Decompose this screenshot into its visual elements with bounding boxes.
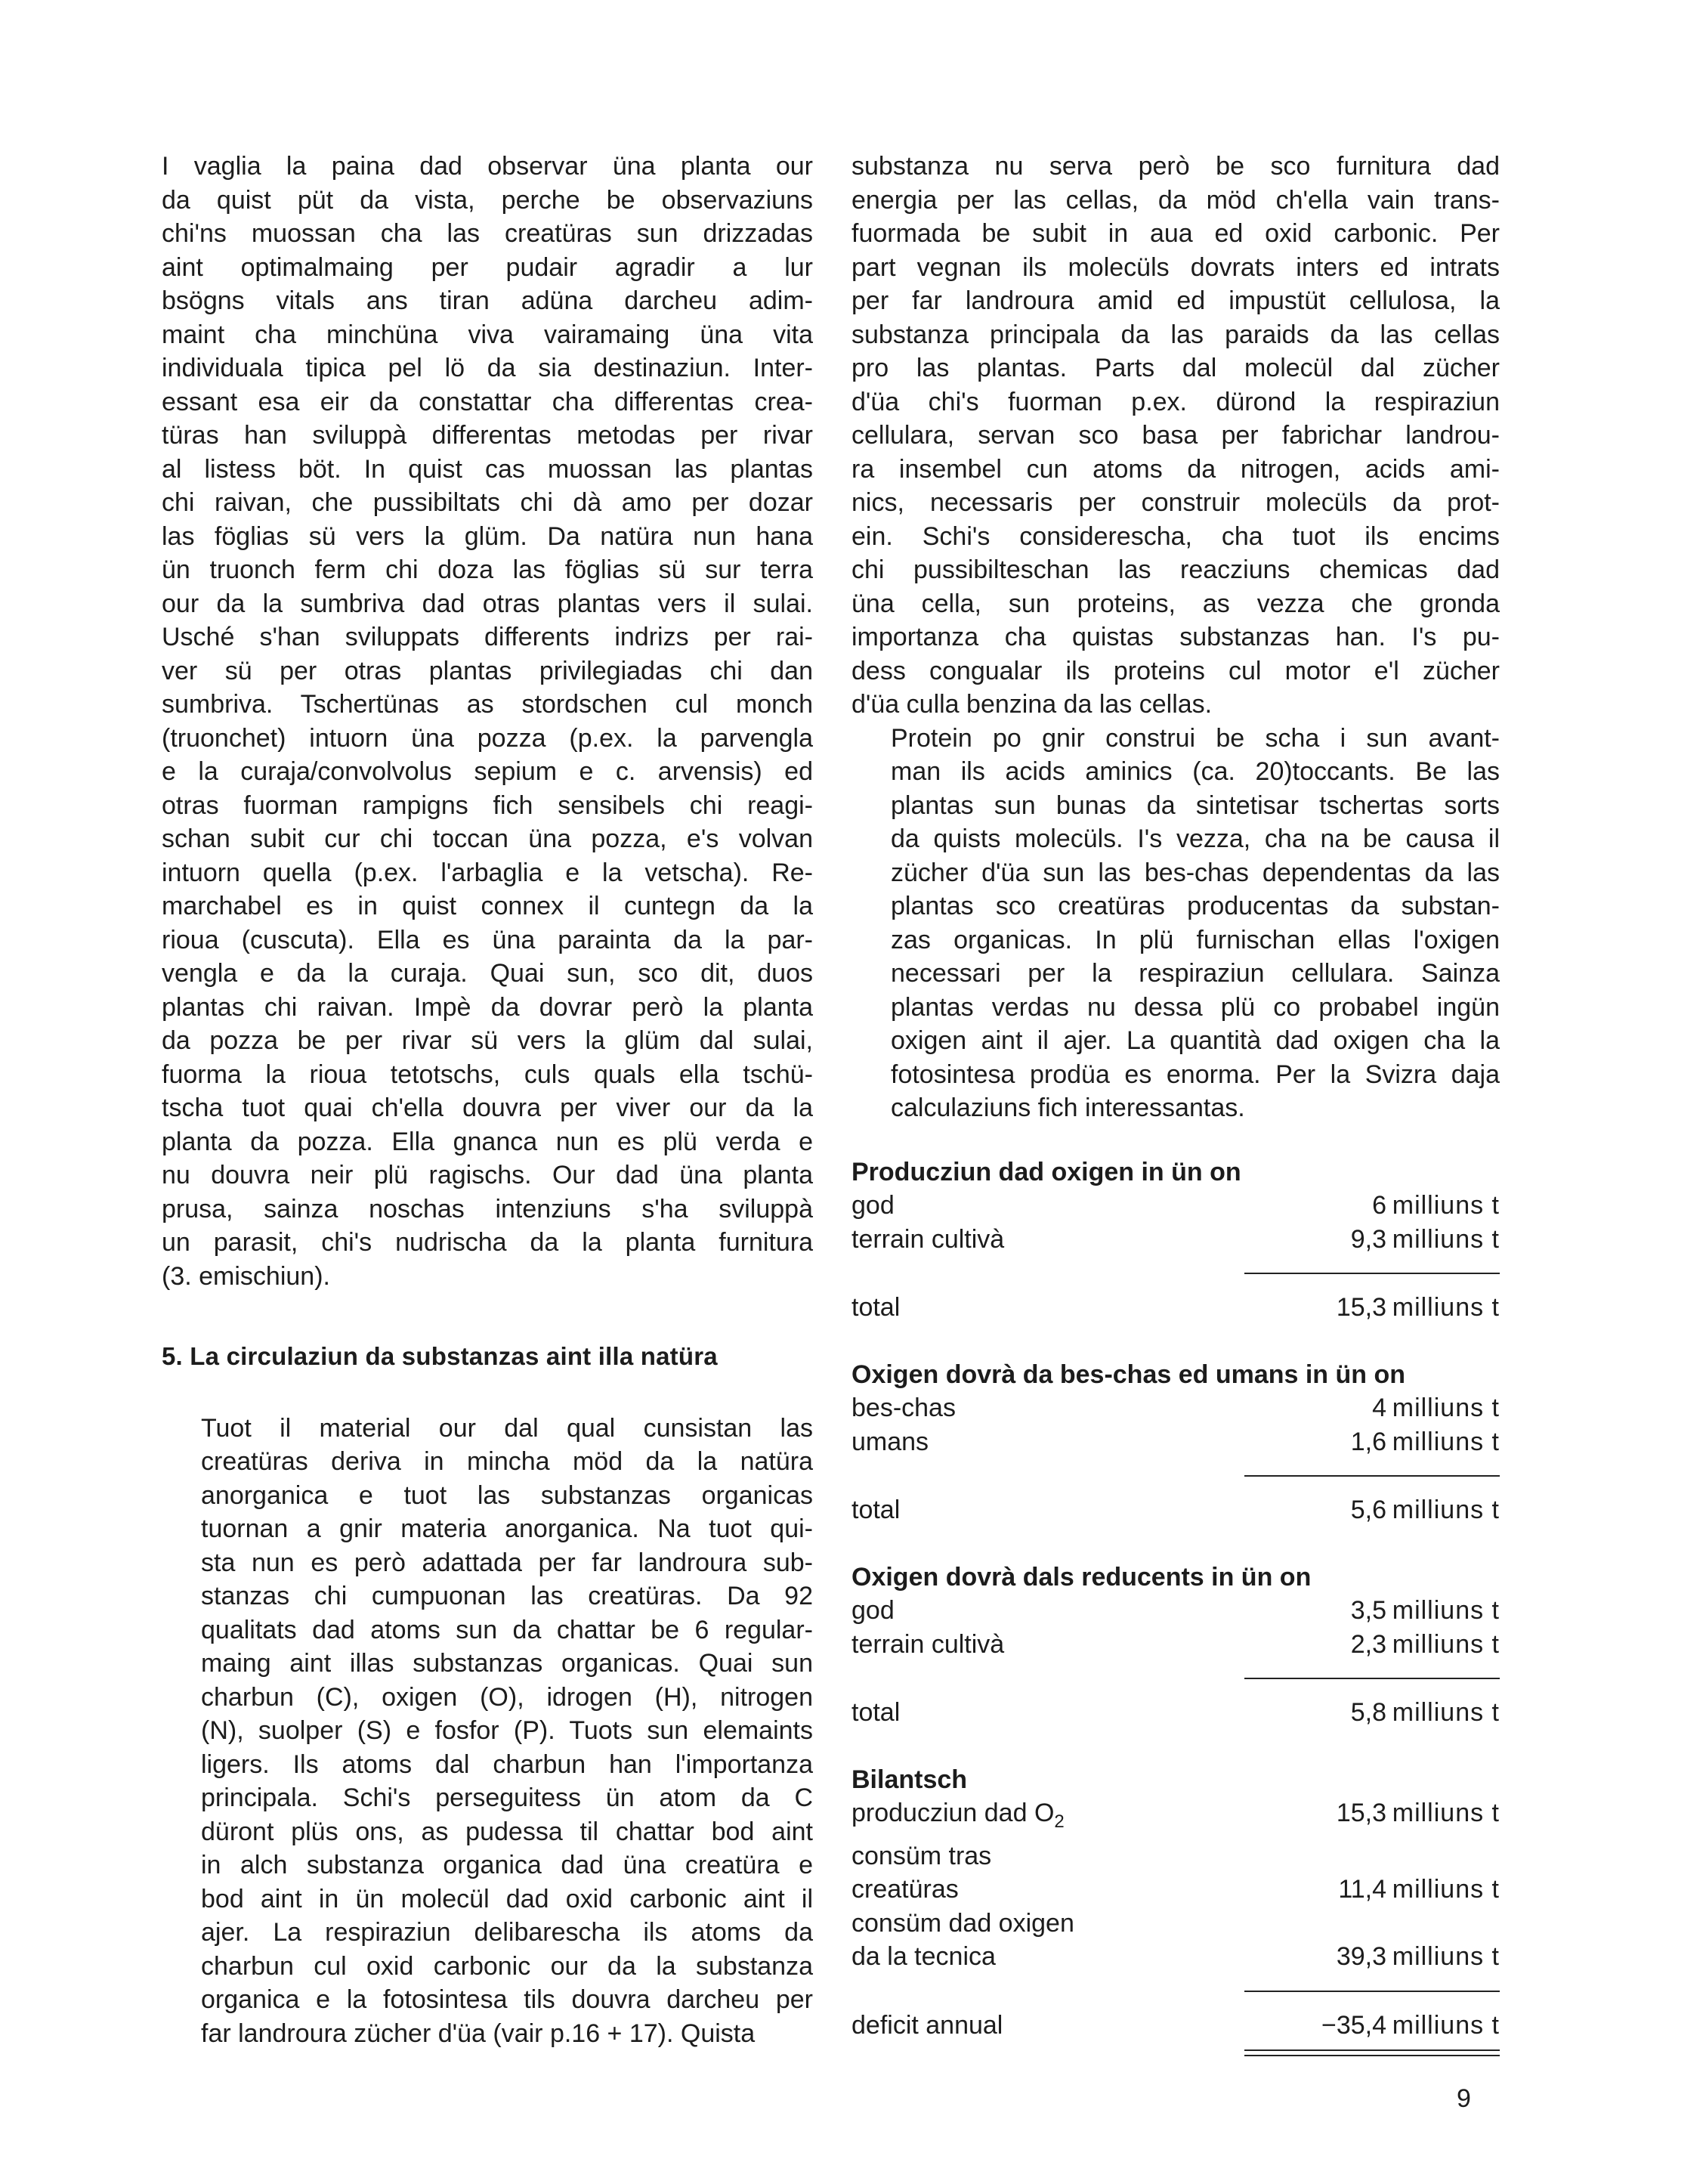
text-line: un parasit, chi's nudrischa da la planta furnitura <box>162 1228 813 1257</box>
table-row <box>851 1796 1500 1839</box>
text-line: in alch substanza organica dad üna creatüra e <box>201 1851 813 1879</box>
text-line: ligers. Ils atoms dal charbun han l'importanza <box>201 1749 813 1779</box>
text-line: chi pussibilteschan las reacziuns chemicas dad <box>851 555 1500 584</box>
row-label: consüm tras <box>851 1841 992 1870</box>
text-line: qualitats dad atoms sun da chattar be 6 regular- <box>201 1615 813 1644</box>
text-line: da quists molecüls. I's vezza, cha na be causa il <box>891 824 1500 853</box>
table-row <box>851 1628 1500 1662</box>
row-label: consüm dad oxigen <box>851 1908 1074 1938</box>
text-line: maint cha minchüna viva vairamaing üna vita <box>162 320 813 349</box>
text-line: charbun (C), oxigen (O), idrogen (H), nitrogen <box>201 1682 813 1712</box>
total-label: total <box>851 1496 901 1524</box>
text-line: ver sü per otras plantas privilegiadas chi dan <box>162 656 813 685</box>
row-label: umans <box>851 1427 929 1456</box>
row-unit: milliuns t <box>1392 1191 1500 1220</box>
text-line: üna cella, sun proteins, as vezza che gronda <box>851 589 1500 618</box>
row-value: 2,3 <box>1350 1629 1386 1659</box>
row-unit: milliuns t <box>1392 1427 1500 1456</box>
text-line: principala. Schi's perseguitess ün atom da C <box>201 1783 813 1812</box>
sum-rule <box>1244 1273 1500 1274</box>
deficit-row <box>851 2009 1500 2043</box>
subscript-two: 2 <box>1054 1811 1065 1832</box>
total-value: 5,6 <box>1350 1496 1386 1524</box>
text-line: nu douvra neir plü ragischs. Our dad üna planta <box>162 1161 813 1189</box>
total-value: 5,8 <box>1350 1698 1386 1727</box>
text-line: fuormada be subit in aua ed oxid carbonic. Per <box>851 219 1500 248</box>
table-row <box>851 1907 1500 1941</box>
text-line: tscha tuot quai ch'ella douvra per viver our da la <box>162 1094 813 1122</box>
table-row <box>851 1940 1500 1974</box>
text-line: sumbriva. Tschertünas as stordschen cul monch <box>162 690 813 719</box>
text-line: vengla e da la curaja. Quai sun, sco dit, duos <box>162 959 813 988</box>
text-line: substanza principala da las paraids da las cellas <box>851 320 1500 349</box>
text-line: (3. emischiun). <box>162 1261 330 1291</box>
text-line: plantas sco creatüras producentas da substan- <box>891 892 1500 920</box>
row-unit: milliuns t <box>1392 1875 1500 1904</box>
text-line: man ils acids aminics (ca. 20)toccants. Be las <box>891 757 1500 786</box>
text-line: aint optimalmaing per pudair agradir a lur <box>162 252 813 282</box>
text-line: zücher d'üa sun las bes-chas dependentas da las <box>891 858 1500 887</box>
text-line: dess congualar ils proteins cul motor e'l zücher <box>851 656 1500 685</box>
total-label: total <box>851 1293 901 1322</box>
row-label: terrain cultivà <box>851 1224 1005 1254</box>
row-value: 6 <box>1372 1191 1386 1220</box>
text-line: Protein po gnir construi be scha i sun avant- <box>891 723 1500 753</box>
row-value: 4 <box>1372 1394 1386 1422</box>
row-unit: milliuns t <box>1392 2010 1500 2040</box>
text-line: zas organicas. In plü furnischan ellas l'oxigen <box>891 925 1500 954</box>
production-label: producziun dad O <box>851 1799 1055 1827</box>
text-line: energia per las cellas, da möd ch'ella vain trans- <box>851 185 1500 215</box>
paragraph-substance-cycle <box>162 1412 813 2051</box>
text-line: part vegnan ils molecüls dovrats inters ed intrats <box>851 252 1500 282</box>
sum-rule <box>1244 1678 1500 1679</box>
text-line: las föglias sü vers la glüm. Da natüra nun hana <box>162 521 813 551</box>
text-line: otras fuorman rampigns fich sensibels chi reagi- <box>162 790 813 820</box>
text-line: ra insembel cun atoms da nitrogen, acids ami- <box>851 454 1500 484</box>
row-label: creatüras <box>851 1875 959 1904</box>
text-line: oxigen aint il ajer. La quantità dad oxigen cha la <box>891 1026 1500 1055</box>
row-unit: milliuns t <box>1392 1394 1500 1422</box>
table-row <box>851 1391 1500 1425</box>
row-unit: milliuns t <box>1392 1224 1500 1254</box>
row-label: god <box>851 1191 895 1220</box>
text-line: bsögns vitals ans tiran adüna darcheu adim- <box>162 286 813 315</box>
total-row <box>851 1696 1500 1730</box>
right-column <box>851 150 1500 2073</box>
text-line: ajer. La respiraziun delibarescha ils atoms da <box>201 1918 813 1947</box>
row-value: 15,3 <box>1336 1799 1386 1827</box>
left-column <box>162 150 813 2050</box>
text-line: our da la sumbriva dad otras plantas vers il sulai. <box>162 589 813 618</box>
text-line: creatüras deriva in mincha möd da la natüra <box>201 1447 813 1476</box>
text-line: e la curaja/convolvolus sepium e c. arvensis) ed <box>162 757 813 786</box>
row-unit: milliuns t <box>1392 1629 1500 1659</box>
text-line: planta da pozza. Ella gnanca nun es plü verda e <box>162 1127 813 1156</box>
table-row <box>851 1873 1500 1907</box>
text-line: al listess böt. In quist cas muossan las plantas <box>162 454 813 484</box>
text-line: fotosintesa prodüa es enorma. Per la Svizra daja <box>891 1060 1500 1089</box>
sum-rule <box>1244 1475 1500 1477</box>
text-line: düront plüs ons, as pudessa til chattar bod aint <box>201 1817 813 1846</box>
oxygen-consumption-decomposers-table <box>851 1561 1500 1730</box>
table-row <box>851 1223 1500 1257</box>
text-line: plantas verdas nu dessa plü co probabel ingün <box>891 992 1500 1022</box>
row-unit: milliuns t <box>1392 1496 1500 1524</box>
paragraph-protein <box>851 722 1500 1125</box>
text-line: Usché s'han sviluppats differents indrizs per rai- <box>162 623 813 651</box>
text-line: anorganica e tuot las substanzas organicas <box>201 1480 813 1510</box>
text-line: cellulara, servan sco basa per fabrichar landrou- <box>851 421 1500 450</box>
page-number: 9 <box>1457 2084 1471 2113</box>
table-row <box>851 1594 1500 1628</box>
text-line: rioua (cuscuta). Ella es üna parainta da la par- <box>162 925 813 954</box>
row-label: terrain cultivà <box>851 1629 1005 1659</box>
row-unit: milliuns t <box>1392 1942 1500 1971</box>
text-line: pro las plantas. Parts dal molecül dal zücher <box>851 354 1500 382</box>
deficit-label: deficit annual <box>851 2010 1003 2040</box>
text-line: necessari per la respiraziun cellulara. Sainza <box>891 959 1500 988</box>
text-line: marchabel es in quist connex il cuntegn da la <box>162 892 813 920</box>
row-value: 9,3 <box>1350 1224 1386 1254</box>
row-label: da la tecnica <box>851 1942 996 1971</box>
row-label <box>851 1796 1273 1839</box>
text-line: organica e la fotosintesa tils douvra darcheu per <box>201 1985 813 2014</box>
text-line: intuorn quella (p.ex. l'arbaglia e la vetscha). Re- <box>162 858 813 887</box>
text-line: stanzas chi cumpuonan las creatüras. Da 92 <box>201 1582 813 1610</box>
text-line: prusa, sainza noschas intenziuns s'ha sviluppà <box>162 1194 813 1223</box>
text-line: türas han sviluppà differentas metodas per rivar <box>162 421 813 450</box>
row-unit: milliuns t <box>1392 1799 1500 1827</box>
row-value: 3,5 <box>1350 1596 1386 1625</box>
text-line: I vaglia la paina dad observar üna planta our <box>162 152 813 181</box>
text-line: Tuot il material our dal qual cunsistan las <box>201 1413 813 1443</box>
text-line: importanza cha quistas substanzas han. I's pu- <box>851 623 1500 651</box>
sum-rule <box>1244 1991 1500 1992</box>
table-title: Oxigen dovrà dals reducents in ün on <box>851 1562 1312 1592</box>
text-line: far landroura zücher d'üa (vair p.16 + 17). Quista <box>201 2018 756 2048</box>
text-line: calculaziuns fich interessantas. <box>891 1094 1245 1122</box>
row-unit: milliuns t <box>1392 1596 1500 1625</box>
row-unit: milliuns t <box>1392 1293 1500 1322</box>
text-line: substanza nu serva però be sco furnitura dad <box>851 152 1500 181</box>
text-line: essant esa eir da constattar cha differentas crea- <box>162 387 813 416</box>
text-line: chi raivan, che pussibiltats chi dà amo per dozar <box>162 488 813 517</box>
total-row <box>851 1493 1500 1527</box>
table-title: Oxigen dovrà da bes-chas ed umans in ün on <box>851 1360 1406 1389</box>
paragraph-climbing-plants <box>162 150 813 1293</box>
text-line: ün truonch ferm chi doza las föglias sü sur terra <box>162 555 813 584</box>
row-value: 1,6 <box>1350 1427 1386 1456</box>
text-line: d'üa culla benzina da las cellas. <box>851 690 1213 719</box>
row-value: 39,3 <box>1336 1942 1386 1971</box>
table-row <box>851 1839 1500 1873</box>
text-line: (N), suolper (S) e fosfor (P). Tuots sun elemaints <box>201 1716 813 1745</box>
oxygen-consumption-animals-table <box>851 1358 1500 1527</box>
total-row <box>851 1291 1500 1325</box>
text-line: per far landroura amid ed impustüt cellulosa, la <box>851 286 1500 315</box>
text-line: plantas chi raivan. Impè da dovrar però la planta <box>162 992 813 1022</box>
double-rule <box>1244 2049 1500 2056</box>
text-line: charbun cul oxid carbonic our da la substanza <box>201 1951 813 1981</box>
table-title: Producziun dad oxigen in ün on <box>851 1157 1241 1186</box>
paragraph-glucose-use <box>851 150 1500 722</box>
row-label: bes-chas <box>851 1394 956 1422</box>
text-line: maing aint illas substanzas organicas. Quai sun <box>201 1649 813 1678</box>
row-label: god <box>851 1596 895 1625</box>
text-line: fuorma la rioua tetotschs, culs quals ella tschü- <box>162 1060 813 1089</box>
oxygen-production-table <box>851 1155 1500 1325</box>
total-value: 15,3 <box>1336 1293 1386 1322</box>
text-line: plantas sun bunas da sintetisar tschertas sorts <box>891 790 1500 820</box>
text-line: nics, necessaris per construir molecüls da prot- <box>851 488 1500 517</box>
table-row <box>851 1425 1500 1459</box>
total-label: total <box>851 1698 901 1727</box>
text-line: ein. Schi's considerescha, cha tuot ils encims <box>851 521 1500 551</box>
balance-table <box>851 1763 1500 2057</box>
text-line: da pozza be per rivar sü vers la glüm dal sulai, <box>162 1026 813 1055</box>
row-unit: milliuns t <box>1392 1698 1500 1727</box>
text-line: tuornan a gnir materia anorganica. Na tuot qui- <box>201 1514 813 1543</box>
text-line: (truonchet) intuorn üna pozza (p.ex. la parvengla <box>162 723 813 753</box>
table-row <box>851 1189 1500 1223</box>
text-line: schan subit cur chi toccan üna pozza, e's volvan <box>162 824 813 853</box>
table-title: Bilantsch <box>851 1765 968 1794</box>
text-line: da quist püt da vista, perche be observaziuns <box>162 185 813 215</box>
text-line: individuala tipica pel lö da sia destinaziun. Inter- <box>162 354 813 382</box>
text-line: d'üa chi's fuorman p.ex. dürond la respiraziun <box>851 387 1500 416</box>
text-line: sta nun es però adattada per far landroura sub- <box>201 1548 813 1577</box>
text-line: bod aint in ün molecül dad oxid carbonic aint il <box>201 1884 813 1913</box>
deficit-value: −35,4 <box>1321 2010 1386 2040</box>
text-line: chi'ns muossan cha las creatüras sun drizzadas <box>162 219 813 248</box>
row-value: 11,4 <box>1338 1875 1386 1904</box>
section-heading: 5. La circulaziun da substanzas aint illa natüra <box>162 1342 718 1370</box>
